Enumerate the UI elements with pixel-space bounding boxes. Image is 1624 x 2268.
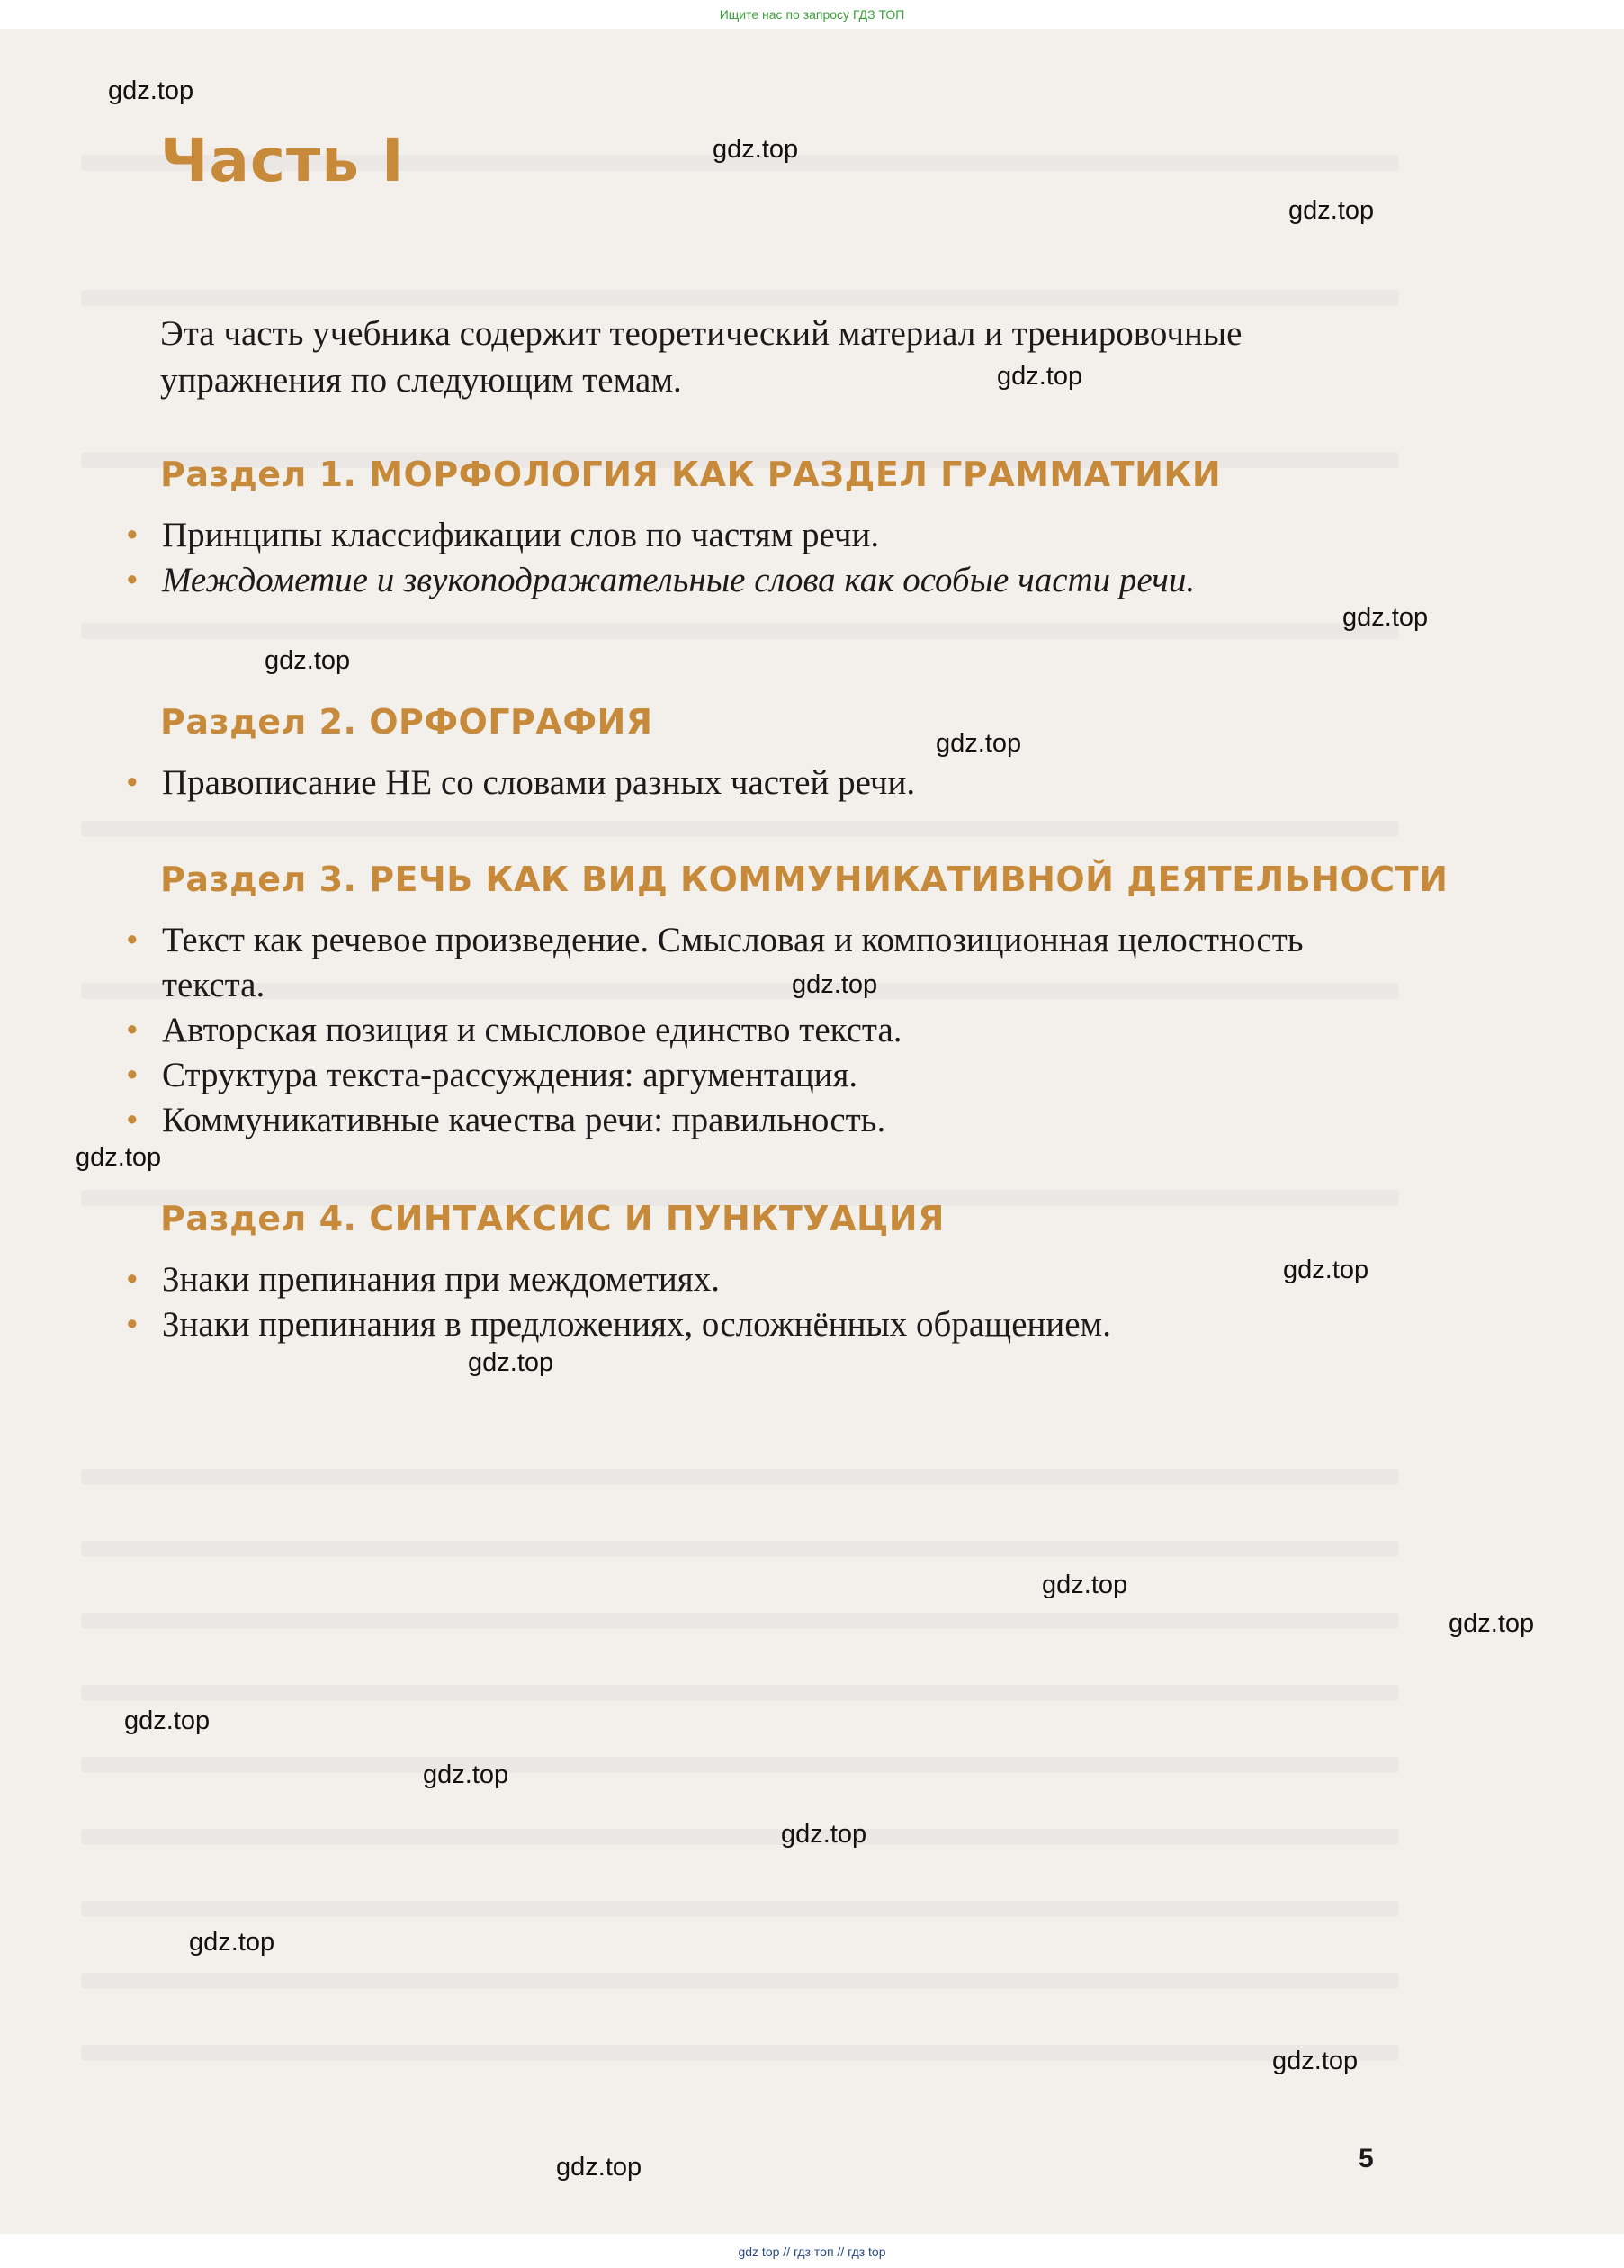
bullet-icon: • bbox=[126, 516, 139, 554]
section-2-list bbox=[126, 760, 1404, 806]
section-3-title: Раздел 3. РЕЧЬ КАК ВИД КОММУНИКАТИВНОЙ ДЕЯТЕЛЬНОСТИ bbox=[160, 860, 1449, 899]
intro-paragraph: Эта часть учебника содержит теоретический материал и тренировочные упражнения по следующим темам. bbox=[160, 314, 1243, 400]
watermark: gdz.top bbox=[265, 646, 351, 675]
watermark: gdz.top bbox=[936, 729, 1022, 758]
list-item bbox=[126, 1098, 1404, 1143]
header-note: Ищите нас по запросу ГДЗ ТОП bbox=[719, 7, 905, 22]
list-item-text: Структура текста-рассуждения: аргументация. bbox=[162, 1056, 858, 1094]
watermark: gdz.top bbox=[781, 1820, 867, 1849]
bullet-icon: • bbox=[126, 1101, 139, 1139]
list-item bbox=[126, 1053, 1404, 1098]
watermark: gdz.top bbox=[1288, 196, 1375, 225]
page-number: 5 bbox=[1359, 2144, 1374, 2174]
watermark: gdz.top bbox=[189, 1928, 275, 1957]
list-item-text: Правописание НЕ со словами разных частей речи. bbox=[162, 763, 916, 802]
footer-note: gdz top // гдз топ // гдз top bbox=[738, 2245, 886, 2259]
list-item-text: Знаки препинания в предложениях, осложнённых обращением. bbox=[162, 1305, 1111, 1344]
list-item bbox=[126, 1302, 1404, 1347]
list-item bbox=[126, 513, 1404, 558]
watermark: gdz.top bbox=[997, 362, 1083, 391]
watermark: gdz.top bbox=[1272, 2047, 1359, 2075]
watermark: gdz.top bbox=[1283, 1256, 1369, 1284]
watermark: gdz.top bbox=[108, 76, 194, 105]
watermark: gdz.top bbox=[468, 1348, 554, 1377]
bullet-icon: • bbox=[126, 561, 139, 599]
list-item bbox=[126, 1008, 1404, 1053]
list-item bbox=[126, 918, 1404, 1008]
watermark: gdz.top bbox=[713, 135, 799, 164]
watermark: gdz.top bbox=[1042, 1570, 1128, 1599]
watermark: gdz.top bbox=[423, 1760, 509, 1789]
part-title: Часть I bbox=[160, 126, 405, 195]
watermark: gdz.top bbox=[124, 1706, 211, 1735]
list-item bbox=[126, 760, 1404, 806]
bullet-icon: • bbox=[126, 921, 139, 959]
section-3-list bbox=[126, 918, 1404, 1143]
list-item bbox=[126, 1257, 1404, 1302]
watermark: gdz.top bbox=[1342, 603, 1429, 632]
list-item-text: Авторская позиция и смысловое единство текста. bbox=[162, 1011, 902, 1049]
bullet-icon: • bbox=[126, 763, 139, 802]
bullet-icon: • bbox=[126, 1056, 139, 1094]
watermark: gdz.top bbox=[556, 2153, 642, 2182]
section-4-list bbox=[126, 1257, 1404, 1347]
list-item-text: Принципы классификации слов по частям речи. bbox=[162, 516, 880, 554]
list-item-text: Текст как речевое произведение. Смысловая и композиционная целостность текста. bbox=[162, 921, 1304, 1004]
watermark: gdz.top bbox=[76, 1143, 162, 1172]
list-item-text: Коммуникативные качества речи: правильность. bbox=[162, 1101, 886, 1139]
section-1-list bbox=[126, 513, 1404, 603]
list-item bbox=[126, 558, 1404, 603]
list-item-text: Междометие и звукоподражательные слова как особые части речи. bbox=[162, 561, 1196, 599]
section-4-title: Раздел 4. СИНТАКСИС И ПУНКТУАЦИЯ bbox=[160, 1199, 945, 1238]
bullet-icon: • bbox=[126, 1260, 139, 1299]
bullet-icon: • bbox=[126, 1011, 139, 1049]
bullet-icon: • bbox=[126, 1305, 139, 1344]
section-2-title: Раздел 2. ОРФОГРАФИЯ bbox=[160, 702, 653, 742]
watermark: gdz.top bbox=[1449, 1609, 1535, 1638]
watermark: gdz.top bbox=[792, 970, 878, 999]
list-item-text: Знаки препинания при междометиях. bbox=[162, 1260, 720, 1299]
section-1-title: Раздел 1. МОРФОЛОГИЯ КАК РАЗДЕЛ ГРАММАТИКИ bbox=[160, 454, 1222, 494]
